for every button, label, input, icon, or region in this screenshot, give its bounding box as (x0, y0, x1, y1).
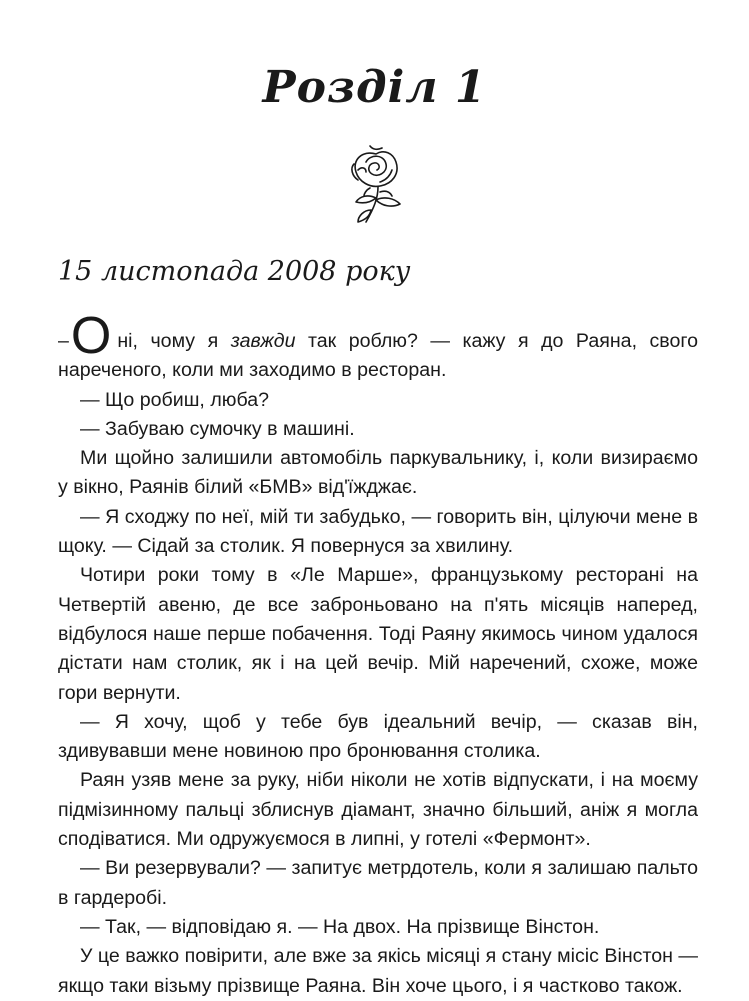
paragraph-1-text-a: ні, чому я (117, 330, 231, 352)
paragraph-3: — Забуваю сумочку в машині. (80, 417, 355, 440)
paragraph-1-emphasis: завжди (230, 330, 296, 352)
date-heading: 15 листопада 2008 року (58, 256, 411, 287)
paragraph-8: Раян узяв мене за руку, ніби ніколи не хотів відпускати, і на моєму підмізинному пальці зблиснув діамант, значно більший, аніж я могла сподіватися. Ми одружуємося в липні, у готелі «Фермонт». (58, 769, 698, 851)
paragraph-11: У це важко повірити, але вже за якісь місяці я стану місіс Вінстон — якщо таки візьму прізвище Раяна. Він хоче цього, і я частково також. (58, 945, 698, 997)
paragraph-6: Чотири роки тому в «Ле Марше», французькому ресторані на Четвертій авеню, де все заброньовано на п'ять місяців наперед, відбулося наше перше побачення. Тоді Раяну якимось чином удалося дістати нам столик, як і на цей вечір. Мій наречений, схоже, може гори вернути. (58, 564, 698, 704)
paragraph-2: — Що робиш, люба? (80, 388, 270, 411)
dropcap-dash: – (58, 330, 69, 352)
paragraph-9: — Ви резервували? — запитує метрдотель, коли я залишаю пальто в гардеробі. (58, 857, 698, 909)
paragraph-5: — Я сходжу по неї, мій ти забудько, — говорить він, цілуючи мене в щоку. — Сідай за столик. Я повернуся за хвилину. (58, 505, 698, 558)
paragraph-10: — Так, — відповідаю я. — На двох. На прізвище Вінстон. (80, 915, 600, 938)
chapter-text (58, 307, 699, 1001)
chapter-title: Розділ 1 (262, 62, 487, 113)
paragraph-1 (58, 307, 699, 386)
paragraph-7: — Я хочу, щоб у тебе був ідеальний вечір, — сказав він, здивувавши мене новиною про бронювання столика. (58, 710, 698, 763)
paragraph-4: Ми щойно залишили автомобіль паркувальнику, і, коли визираємо у вікно, Раянів білий «БМВ» від'їжджає. (58, 447, 698, 499)
dropcap-letter: О (70, 307, 112, 365)
paragraph-1-text-b: так роблю? — кажу я до Раяна, свого нареченого, коли ми заходимо в ресторан. (58, 330, 699, 382)
rose-icon (340, 140, 412, 228)
